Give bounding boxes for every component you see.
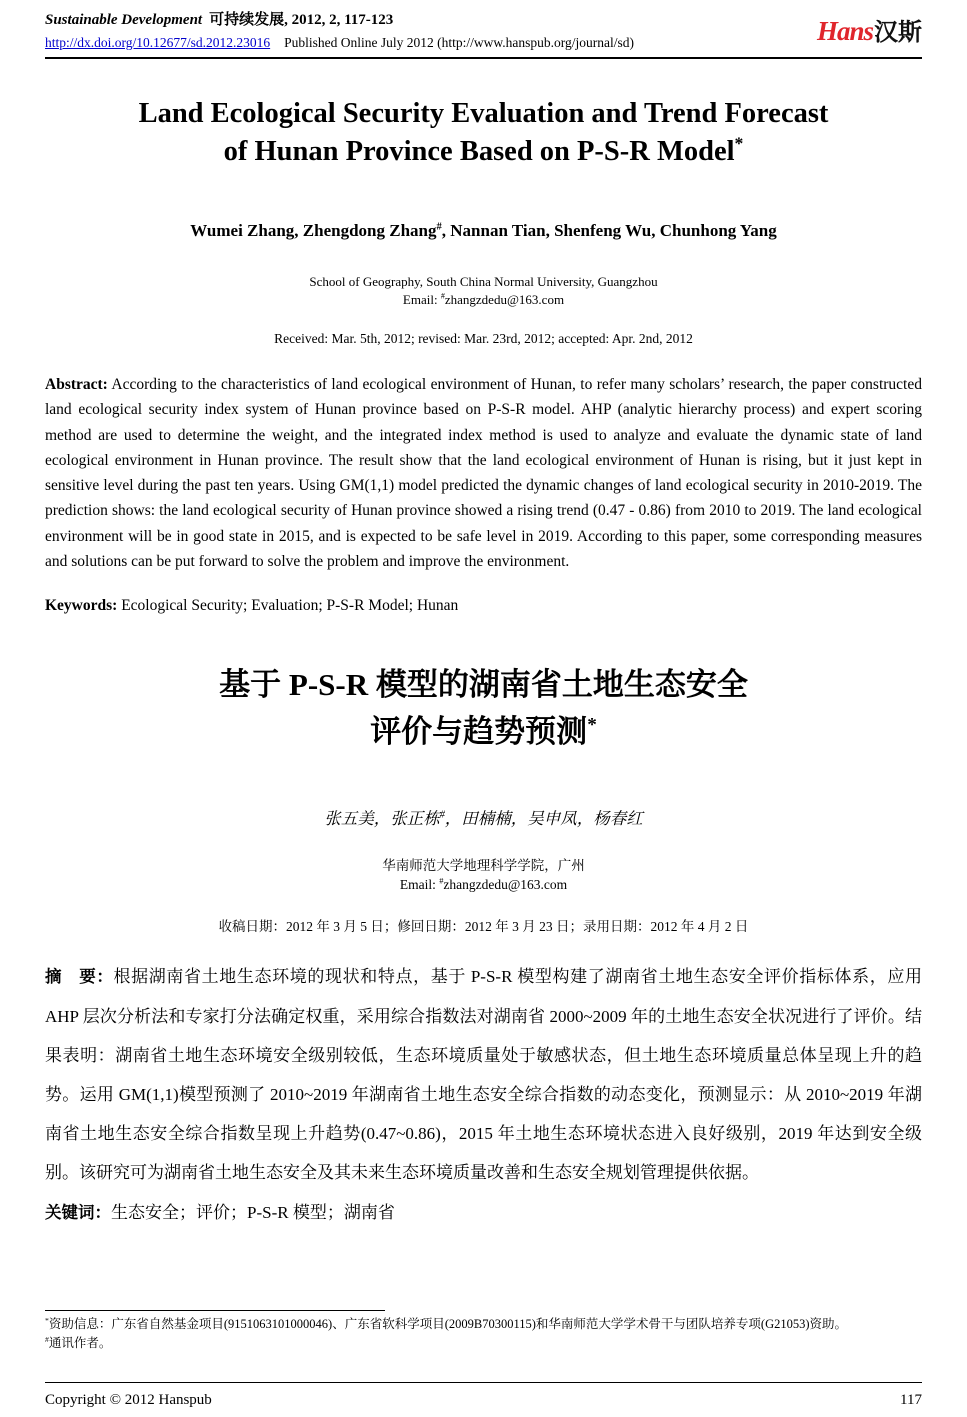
chinese-authors-part1: 张五美，张正栋 <box>324 809 440 829</box>
footnotes <box>45 1310 922 1353</box>
doi-line <box>45 33 634 52</box>
corresponding-note-marker: # <box>45 1334 49 1344</box>
chinese-abstract-text: 根据湖南省土地生态环境的现状和特点，基于 P-S-R 模型构建了湖南省土地生态安全评价指标体系，应用 AHP 层次分析法和专家打分法确定权重，采用综合指数法对湖南省 2000~2009 年的土地生态安全状况进行了评价。结果表明：湖南省土地生态环境安全级别较低，生态环境质量处于敏感状态，但土地生态环境质量总体呈现上升的趋势。运用 GM(1,1)模型预测了 2010~2019 年湖南省土地生态安全综合指数的动态变化，预测显示：从 2010~2019 年湖南省土地生态安全综合指数呈现上升趋势(0.47~0.86)，2015 年土地生态环境状态进入良好级别，2019 年达到安全级别。该研究可为湖南省土地生态安全及其未来生态环境质量改善和生态安全规划管理提供依据。 <box>45 967 922 1183</box>
published-info: Published Online July 2012 (http://www.hanspub.org/journal/sd) <box>284 35 635 50</box>
abstract-label: Abstract: <box>45 376 108 393</box>
funding-note <box>45 1315 922 1334</box>
chinese-title-line2: 评价与趋势预测 <box>370 714 588 750</box>
email-label: Email: <box>402 291 441 307</box>
corresponding-note-text: 通讯作者。 <box>48 1336 112 1350</box>
page-footer <box>45 1382 922 1409</box>
funding-note-marker: * <box>45 1315 49 1325</box>
chinese-email-line <box>45 875 922 894</box>
chinese-keywords-text: 生态安全；评价；P-S-R 模型；湖南省 <box>111 1203 395 1223</box>
chinese-keywords-label: 关键词： <box>45 1204 111 1223</box>
keywords-text: Ecological Security; Evaluation; P-S-R Model; Hunan <box>117 597 459 615</box>
journal-issue-info: , 2012, 2, 117-123 <box>284 12 394 28</box>
email-marker: # <box>440 291 445 301</box>
chinese-email-marker: # <box>439 876 444 886</box>
hans-logo-text-en: Hans <box>816 16 873 46</box>
journal-name-cn: 可持续发展 <box>209 12 285 28</box>
copyright-text: Copyright © 2012 Hanspub <box>45 1392 212 1408</box>
chinese-affiliation: 华南师范大学地理科学学院，广州 <box>382 858 585 874</box>
chinese-email-address: zhangzdedu@163.com <box>443 877 568 893</box>
english-title <box>45 95 922 171</box>
hans-logo-text-cn: 汉斯 <box>874 20 922 46</box>
keywords-label: Keywords: <box>45 597 118 615</box>
english-received-line: Received: Mar. 5th, 2012; revised: Mar. 23rd, 2012; accepted: Apr. 2nd, 2012 <box>274 331 693 346</box>
english-affiliation: School of Geography, South China Normal University, Guangzhou <box>309 274 658 289</box>
header-rule <box>45 57 922 59</box>
chinese-title-footnote-marker: * <box>587 715 597 737</box>
funding-note-text: 资助信息：广东省自然基金项目(9151063101000046)、广东省软科学项目(2009B70300115)和华南师范大学学术骨干与团队培养专项(G21053)资助。 <box>48 1317 848 1331</box>
corresponding-author-marker: # <box>436 221 442 233</box>
title-footnote-marker: * <box>734 133 744 154</box>
chinese-authors <box>45 805 922 829</box>
english-email-line <box>45 291 922 309</box>
abstract-text: According to the characteristics of land ecological environment of Hunan, to refer many scholars’ research, the paper constructed land ecological security index system of Hunan province based on P-S-R model. AHP (analytic hierarchy process) and expert scoring method are used to determine the weight, and the integrated index method is used to analyze and evaluate the dynamic state of land ecological environment in Hunan province. The result show that the land ecological environment of Hunan is rising, but it just kept in sensitive level during the past ten years. Using GM(1,1) model predicted the dynamic changes of land ecological security in 2010-2019. The prediction shows: the land ecological security of Hunan province showed a rising trend (0.47 - 0.86) from 2010 to 2019. The land ecological environment will be in good state in 2015, and is expected to be safe level in 2019. According to this paper, some corresponding measures and solutions can be put forward to solve the problem and improve the environment. <box>45 376 922 571</box>
journal-line <box>45 10 634 30</box>
footnote-rule <box>45 1310 385 1311</box>
email-address: zhangzdedu@163.com <box>444 291 565 307</box>
journal-header <box>45 10 922 52</box>
chinese-title-line1: 基于 P-S-R 模型的湖南省土地生态安全 <box>219 667 748 703</box>
chinese-abstract <box>45 957 922 1192</box>
chinese-corresponding-marker: # <box>439 809 445 821</box>
english-abstract <box>45 372 922 574</box>
chinese-received-line: 收稿日期：2012 年 3 月 5 日；修回日期：2012 年 3 月 23 日；录用日期：2012 年 4 月 2 日 <box>218 919 749 935</box>
english-authors <box>45 221 922 241</box>
english-title-line1: Land Ecological Security Evaluation and Trend Forecast <box>138 98 829 129</box>
chinese-keywords <box>45 1198 922 1223</box>
english-authors-part2: , Nannan Tian, Shenfeng Wu, Chunhong Yang <box>441 221 777 240</box>
page-number: 117 <box>900 1392 922 1408</box>
chinese-authors-part2: ，田楠楠，吴申凤，杨春红 <box>444 809 643 829</box>
english-keywords <box>45 597 922 615</box>
english-authors-part1: Wumei Zhang, Zhengdong Zhang <box>190 221 437 240</box>
english-title-line2: of Hunan Province Based on P-S-R Model <box>223 136 735 167</box>
chinese-email-label: Email: <box>399 877 440 893</box>
corresponding-note <box>45 1334 922 1353</box>
hans-logo <box>817 10 922 47</box>
chinese-title <box>45 661 922 755</box>
chinese-abstract-label: 摘 要： <box>45 968 114 987</box>
journal-name: Sustainable Development <box>45 12 203 28</box>
doi-link[interactable]: http://dx.doi.org/10.12677/sd.2012.23016 <box>45 35 271 50</box>
journal-info <box>45 10 634 52</box>
